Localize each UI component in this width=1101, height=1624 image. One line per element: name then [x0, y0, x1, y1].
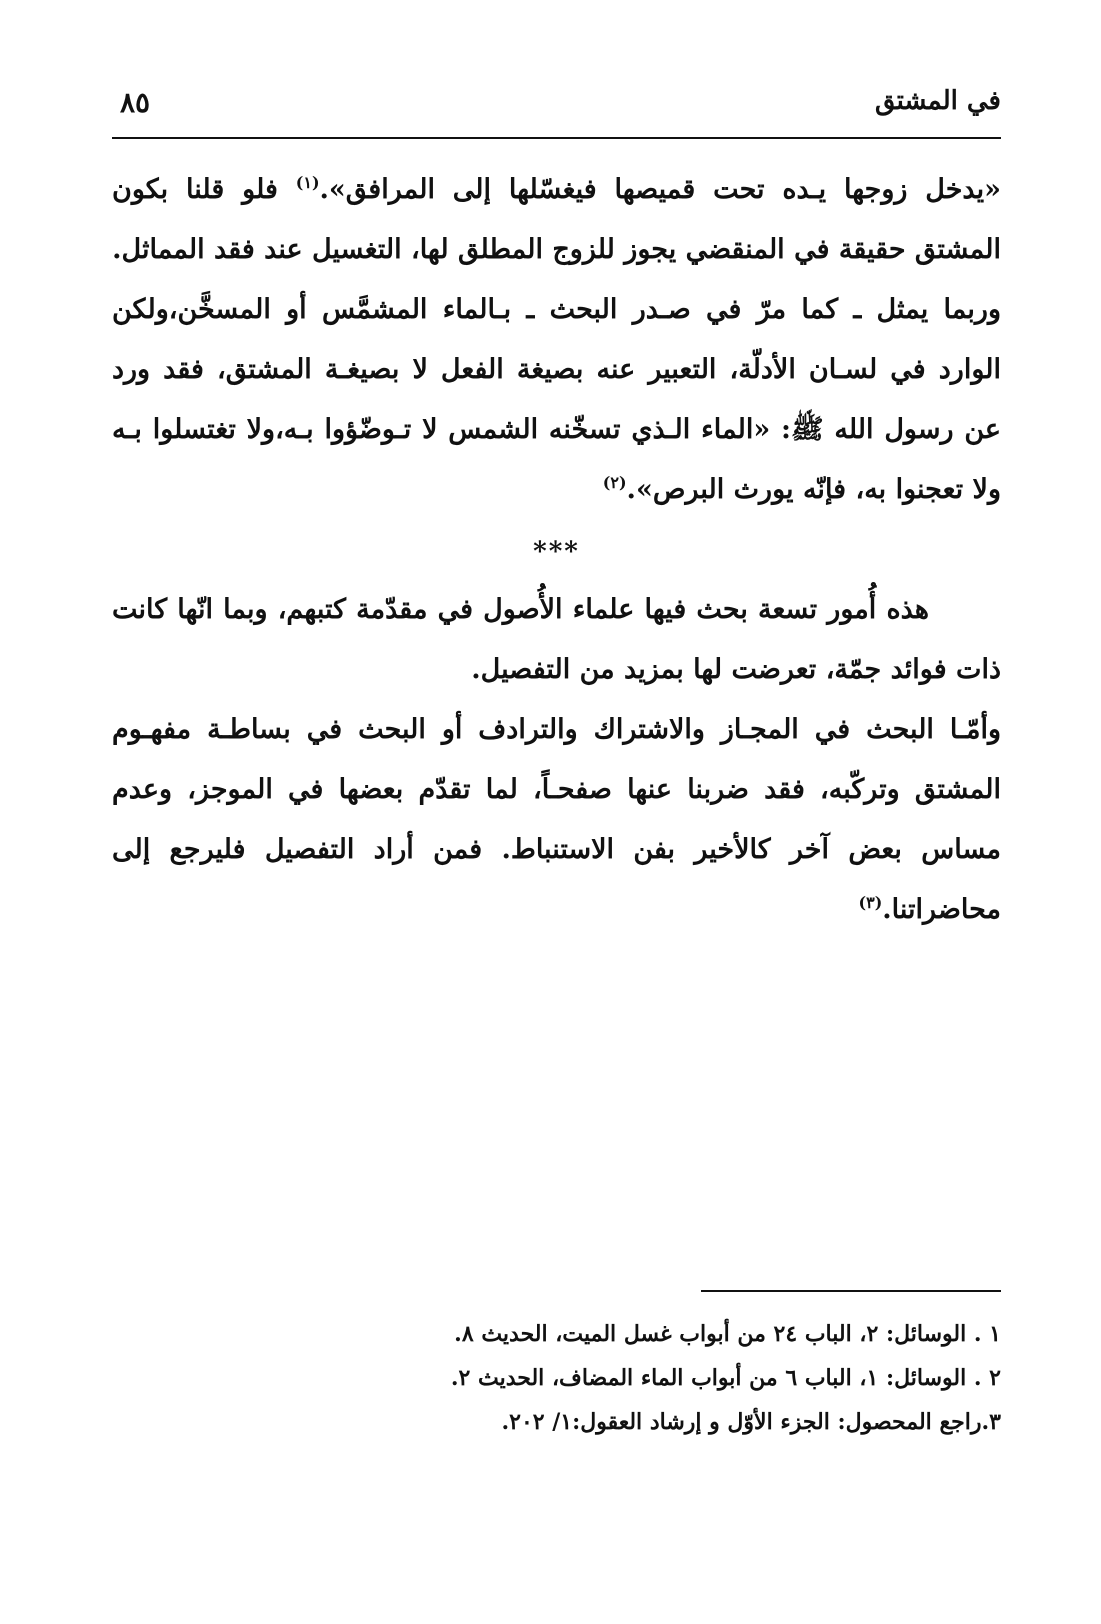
footnote-ref-3[interactable]: (٣) [858, 893, 883, 912]
page-number: ٨٥ [120, 86, 151, 119]
footnote-3: ٣.راجع المحصول: الجزء الأوّل و إرشاد العقول:١/ ٢٠٢. [501, 1409, 1001, 1435]
running-title: في المشتق [874, 86, 1001, 116]
footnotes [112, 1312, 1001, 1444]
paragraph-4-text: وأمّـا البحث في المجـاز والاشتراك والترادف أو البحث في بساطـة مفهـوم المشتق وتركّبه، فقد ضربنا عنها صفحـاً، لما تقدّم بعضها في الموجز، وعدم مساس بعض آخر كالأخير بفن الاستنباط. فمن أراد التفصيل فليرجع إلى محاضراتنا. [112, 714, 1001, 925]
footnote-ref-2[interactable]: (٢) [602, 473, 627, 492]
page-header [114, 78, 1001, 138]
paragraph-1-quote: «يدخل زوجها يـده تحت قميصها فيغسّلها إلى المرافق». [319, 174, 1001, 205]
paragraph-2 [112, 280, 1001, 520]
paragraph-1 [112, 160, 1001, 280]
footnote-2: ٢ . الوسائل: ١، الباب ٦ من أبواب الماء المضاف، الحديث ٢. [450, 1365, 1001, 1391]
footnote-1: ١ . الوسائل: ٢، الباب ٢٤ من أبواب غسل الميت، الحديث ٨. [454, 1321, 1001, 1347]
page-body [112, 160, 1001, 940]
footnote-divider [701, 1290, 1001, 1292]
paragraph-2-text: وربما يمثل ـ كما مرّ في صـدر البحث ـ بـالماء المشمَّس أو المسخَّن،ولكن الوارد في لسـان الأدلّة، التعبير عنه بصيغة الفعل لا بصيغـة المشتق، فقد ورد عن رسول الله ﷺ: «الماء الـذي تسخّنه الشمس لا تـوضّؤوا بـه،ولا تغتسلوا بـه ولا تعجنوا به، فإنّه يورث البرص». [112, 294, 1001, 505]
paragraph-4 [112, 700, 1001, 940]
paragraph-1-tail: فلو قلنا بكون المشتق حقيقة في المنقضي يجوز للزوج المطلق لها، التغسيل عند فقد المماثل. [112, 174, 1001, 265]
section-separator: *** [533, 537, 580, 567]
paragraph-3: هذه أُمور تسعة بحث فيها علماء الأُصول في مقدّمة كتبهم، وبما انّها كانت ذات فوائد جمّة، تعرضت لها بمزيد من التفصيل. [112, 594, 1001, 685]
header-divider [112, 137, 1001, 139]
footnote-ref-1[interactable]: (١) [295, 173, 320, 192]
